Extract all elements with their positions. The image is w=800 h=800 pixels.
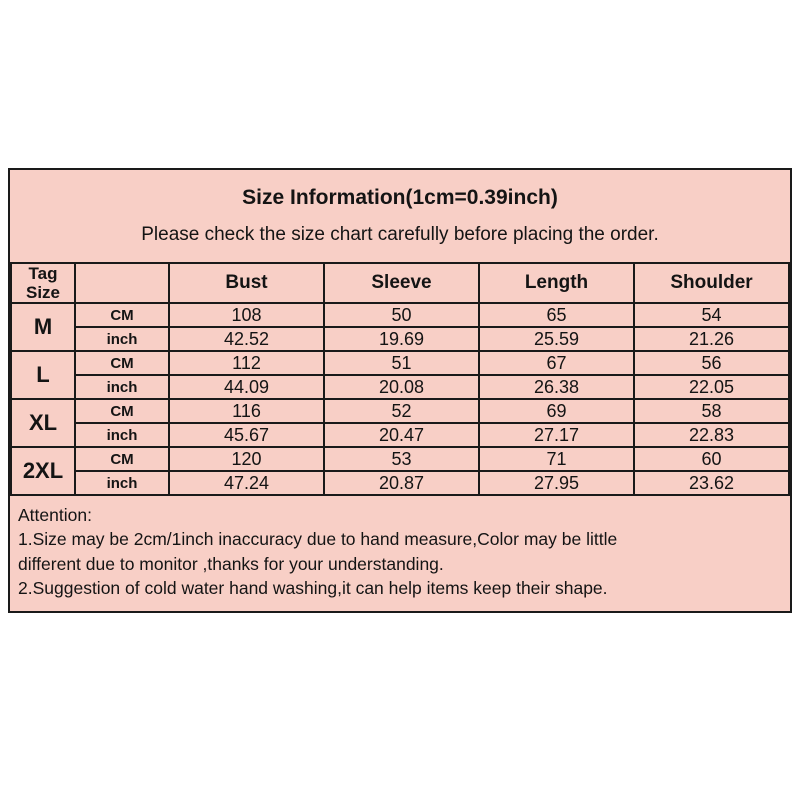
attention-line-3: 2.Suggestion of cold water hand washing,it can help items keep their shape. [18,577,608,598]
unit-cm: CM [75,447,169,471]
table-row [11,471,789,495]
header-unit-blank [75,263,169,303]
row-tag-2xl: 2XL [11,447,75,495]
header-tag-line1: Tag [28,264,58,283]
cell-m-cm-length: 65 [479,303,634,327]
row-tag-l: L [11,351,75,399]
cell-2xl-cm-sleeve: 53 [324,447,479,471]
cell-m-inch-length: 25.59 [479,327,634,351]
header-tag-line2: Size [25,283,61,303]
cell-2xl-cm-shoulder: 60 [634,447,789,471]
cell-l-inch-sleeve: 20.08 [324,375,479,399]
table-row [11,423,789,447]
header-tag-size [11,263,75,303]
cell-l-inch-length: 26.38 [479,375,634,399]
unit-inch: inch [75,327,169,351]
cell-xl-cm-bust: 116 [169,399,324,423]
unit-cm: CM [75,303,169,327]
cell-2xl-inch-bust: 47.24 [169,471,324,495]
table-header-row [11,263,789,303]
row-tag-xl: XL [11,399,75,447]
cell-xl-cm-sleeve: 52 [324,399,479,423]
page-title: Size Information(1cm=0.39inch) [242,186,558,209]
table-row [11,303,789,327]
cell-xl-cm-shoulder: 58 [634,399,789,423]
cell-l-cm-bust: 112 [169,351,324,375]
cell-m-inch-bust: 42.52 [169,327,324,351]
cell-l-inch-shoulder: 22.05 [634,375,789,399]
header-shoulder: Shoulder [634,263,789,303]
cell-xl-inch-sleeve: 20.47 [324,423,479,447]
cell-2xl-inch-shoulder: 23.62 [634,471,789,495]
table-row [11,375,789,399]
unit-inch: inch [75,423,169,447]
size-table [10,262,790,496]
header-sleeve: Sleeve [324,263,479,303]
attention-heading: Attention: [18,505,92,526]
unit-inch: inch [75,471,169,495]
cell-l-cm-length: 67 [479,351,634,375]
header-bust: Bust [169,263,324,303]
cell-l-inch-bust: 44.09 [169,375,324,399]
cell-2xl-inch-sleeve: 20.87 [324,471,479,495]
unit-cm: CM [75,351,169,375]
attention-block [10,496,790,611]
cell-2xl-cm-bust: 120 [169,447,324,471]
cell-xl-cm-length: 69 [479,399,634,423]
row-tag-m: M [11,303,75,351]
unit-inch: inch [75,375,169,399]
cell-m-cm-bust: 108 [169,303,324,327]
cell-xl-inch-bust: 45.67 [169,423,324,447]
cell-l-cm-sleeve: 51 [324,351,479,375]
attention-line-2: different due to monitor ,thanks for your understanding. [18,553,444,574]
table-row [11,351,789,375]
table-row [11,399,789,423]
subtitle-text: Please check the size chart carefully before placing the order. [141,224,659,245]
attention-line-1: 1.Size may be 2cm/1inch inaccuracy due to hand measure,Color may be little [18,529,618,550]
cell-l-cm-shoulder: 56 [634,351,789,375]
cell-m-inch-shoulder: 21.26 [634,327,789,351]
header-length: Length [479,263,634,303]
cell-m-cm-shoulder: 54 [634,303,789,327]
cell-m-inch-sleeve: 19.69 [324,327,479,351]
size-chart-card [8,168,792,613]
table-row [11,447,789,471]
cell-xl-inch-shoulder: 22.83 [634,423,789,447]
unit-cm: CM [75,399,169,423]
table-row [11,327,789,351]
cell-2xl-cm-length: 71 [479,447,634,471]
cell-2xl-inch-length: 27.95 [479,471,634,495]
cell-m-cm-sleeve: 50 [324,303,479,327]
cell-xl-inch-length: 27.17 [479,423,634,447]
